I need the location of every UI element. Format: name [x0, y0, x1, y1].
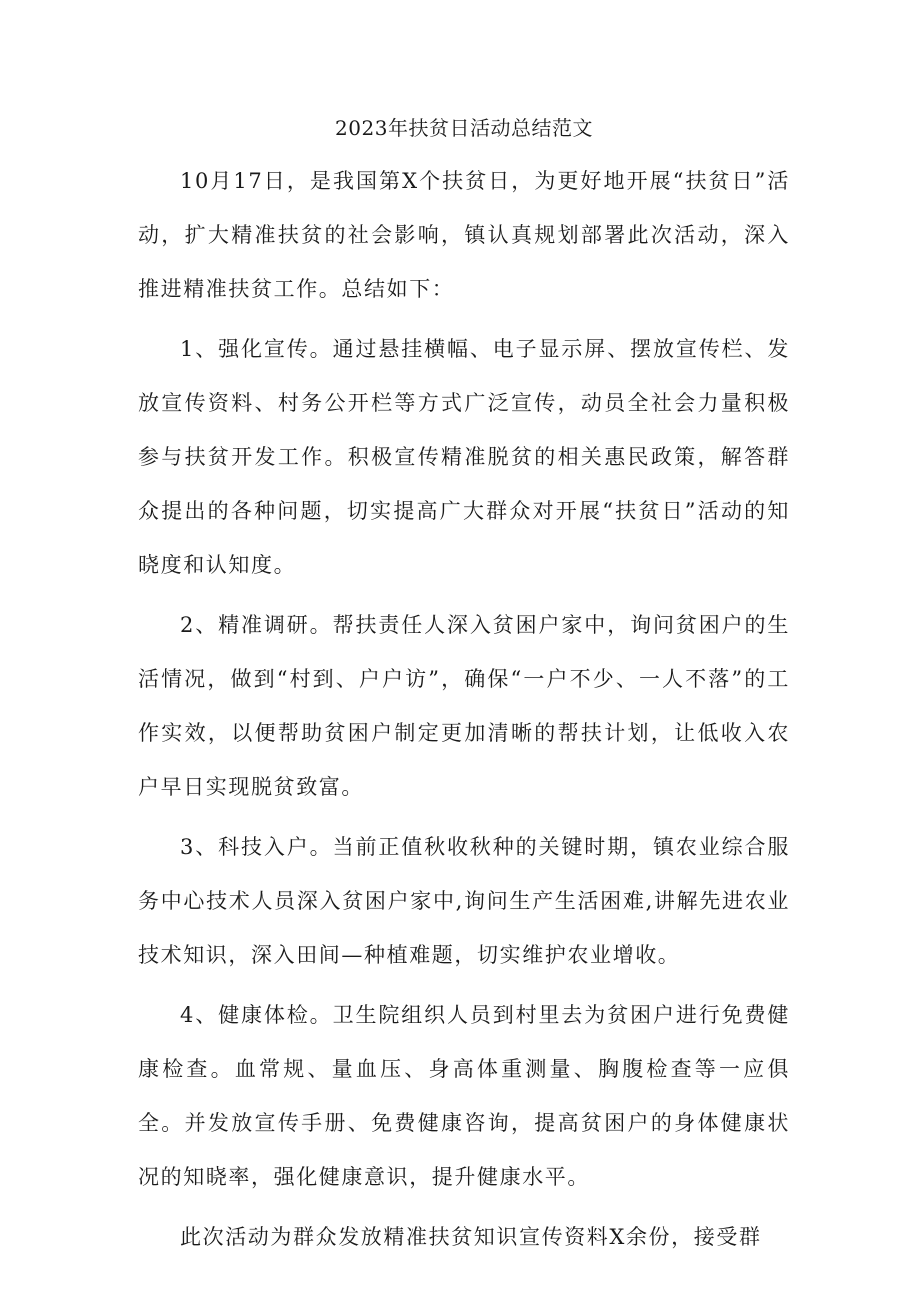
document-title: 2023年扶贫日活动总结范文	[335, 116, 593, 140]
paragraph-health: 4、健康体检。卫生院组织人员到村里去为贫困户进行免费健康检查。血常规、量血压、身高体重测量、胸腹检查等一应俱全。并发放宣传手册、免费健康咨询，提高贫困户的身体健康状况的知晓率，强化健康意识，提升健康水平。	[138, 1003, 790, 1189]
paragraph-publicity: 1、强化宣传。通过悬挂横幅、电子显示屏、摆放宣传栏、发放宣传资料、村务公开栏等方式广泛宣传，动员全社会力量积极参与扶贫开发工作。积极宣传精准脱贫的相关惠民政策，解答群众提出的各种问题，切实提高广大群众对开展“扶贫日”活动的知晓度和认知度。	[138, 337, 790, 577]
paragraph-intro: 10月17日，是我国第X个扶贫日，为更好地开展“扶贫日”活动，扩大精准扶贫的社会影响，镇认真规划部署此次活动，深入推进精准扶贫工作。总结如下：	[138, 169, 790, 301]
paragraph-technology: 3、科技入户。当前正值秋收秋种的关键时期，镇农业综合服务中心技术人员深入贫困户家中,询问生产生活困难,讲解先进农业技术知识，深入田间—种植难题，切实维护农业增收。	[138, 835, 790, 967]
document-page	[138, 108, 790, 1270]
paragraph-summary: 此次活动为群众发放精准扶贫知识宣传资料X余份，接受群	[180, 1225, 762, 1249]
paragraph-research: 2、精准调研。帮扶责任人深入贫困户家中，询问贫困户的生活情况，做到“村到、户户访”，确保“一户不少、一人不落”的工作实效，以便帮助贫困户制定更加清晰的帮扶计划，让低收入农户早日实现脱贫致富。	[138, 613, 790, 799]
